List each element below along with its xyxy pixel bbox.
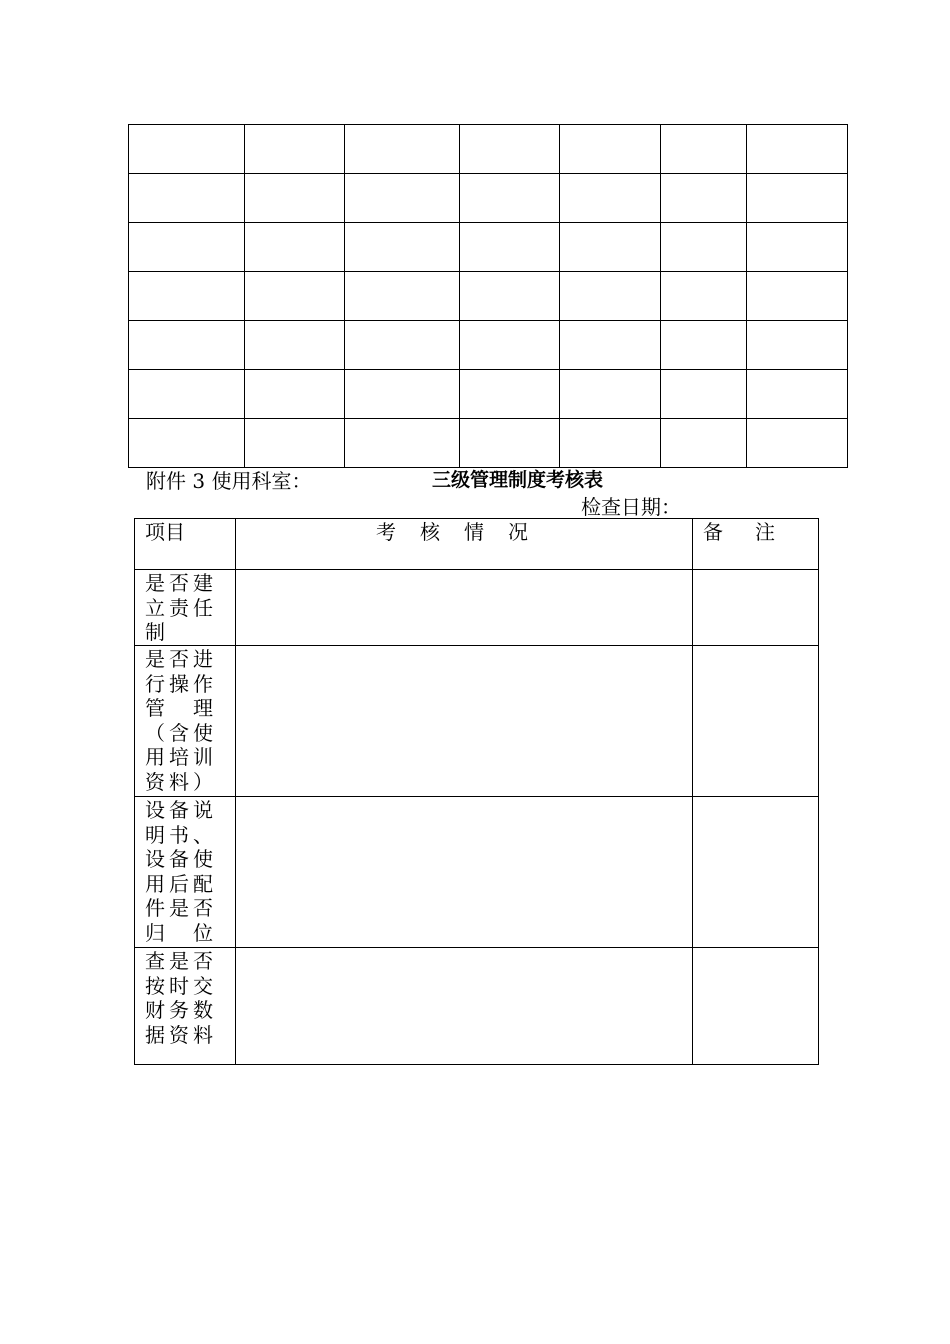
blank-grid-cell[interactable] — [129, 223, 245, 272]
blank-grid-cell[interactable] — [245, 370, 345, 419]
blank-grid-cell[interactable] — [560, 272, 660, 321]
blank-grid-cell[interactable] — [560, 370, 660, 419]
blank-grid-cell[interactable] — [345, 174, 460, 223]
row-item: 是否进行操作管 理（含使用培训资料） — [145, 647, 213, 794]
blank-grid-cell[interactable] — [460, 223, 560, 272]
blank-grid-cell[interactable] — [660, 174, 746, 223]
row-remarks-cell[interactable] — [693, 948, 819, 1065]
blank-grid-cell[interactable] — [560, 125, 660, 174]
table-row — [135, 570, 819, 646]
blank-grid-cell[interactable] — [129, 272, 245, 321]
blank-grid-row — [129, 370, 848, 419]
blank-grid-row — [129, 223, 848, 272]
blank-grid-cell[interactable] — [660, 125, 746, 174]
blank-grid-cell[interactable] — [660, 272, 746, 321]
header-remarks-cell — [693, 519, 819, 570]
row-remarks-cell[interactable] — [693, 797, 819, 948]
blank-grid-cell[interactable] — [129, 125, 245, 174]
blank-grid-cell[interactable] — [746, 174, 847, 223]
blank-grid-cell[interactable] — [560, 223, 660, 272]
blank-grid-row — [129, 272, 848, 321]
blank-grid-body — [129, 125, 848, 468]
blank-grid-cell[interactable] — [560, 321, 660, 370]
row-remarks-cell[interactable] — [693, 570, 819, 646]
blank-grid-cell[interactable] — [129, 174, 245, 223]
blank-grid-cell[interactable] — [129, 321, 245, 370]
header-assessment-cell — [236, 519, 693, 570]
blank-grid-row — [129, 321, 848, 370]
blank-grid-cell[interactable] — [460, 321, 560, 370]
blank-grid-cell[interactable] — [345, 272, 460, 321]
header-assessment: 考核情况 — [376, 520, 552, 544]
row-remarks-cell[interactable] — [693, 646, 819, 797]
inspection-date-label: 检查日期： — [581, 495, 681, 519]
row-assessment-cell[interactable] — [236, 948, 693, 1065]
blank-grid-cell[interactable] — [345, 321, 460, 370]
row-item-cell — [135, 646, 236, 797]
blank-grid-cell[interactable] — [660, 321, 746, 370]
row-item-cell — [135, 570, 236, 646]
form-title: 三级管理制度考核表 — [432, 469, 604, 491]
blank-grid-cell[interactable] — [560, 174, 660, 223]
blank-grid-cell[interactable] — [245, 174, 345, 223]
blank-grid-cell[interactable] — [746, 125, 847, 174]
annex-department-label: 附件 3 使用科室： — [146, 469, 312, 493]
header-item: 项目 — [145, 520, 185, 544]
table-row — [135, 948, 819, 1065]
blank-grid-cell[interactable] — [345, 419, 460, 468]
blank-grid-cell[interactable] — [660, 223, 746, 272]
blank-grid-row — [129, 125, 848, 174]
header-remarks: 备注 — [703, 520, 807, 544]
blank-grid-table — [128, 124, 848, 468]
blank-grid-cell[interactable] — [460, 419, 560, 468]
blank-grid-cell[interactable] — [460, 370, 560, 419]
blank-grid-row — [129, 419, 848, 468]
blank-grid-cell[interactable] — [245, 321, 345, 370]
blank-grid-cell[interactable] — [746, 419, 847, 468]
blank-grid-cell[interactable] — [746, 272, 847, 321]
blank-grid-cell[interactable] — [345, 223, 460, 272]
table-header-row — [135, 519, 819, 570]
blank-grid-cell[interactable] — [746, 321, 847, 370]
blank-grid-cell[interactable] — [460, 272, 560, 321]
assessment-table — [134, 518, 819, 1065]
row-item: 设备说明书、设备使用后配件是否归位 — [145, 798, 213, 945]
blank-grid-cell[interactable] — [245, 419, 345, 468]
blank-grid-cell[interactable] — [746, 223, 847, 272]
blank-grid-cell[interactable] — [245, 125, 345, 174]
row-item: 是否建立责任制 — [145, 571, 213, 645]
blank-grid-cell[interactable] — [345, 125, 460, 174]
blank-grid-cell[interactable] — [129, 419, 245, 468]
blank-grid-cell[interactable] — [245, 272, 345, 321]
row-assessment-cell[interactable] — [236, 570, 693, 646]
row-assessment-cell[interactable] — [236, 646, 693, 797]
row-item-cell — [135, 948, 236, 1065]
blank-grid-cell[interactable] — [245, 223, 345, 272]
blank-grid-cell[interactable] — [345, 370, 460, 419]
row-item-cell — [135, 797, 236, 948]
blank-grid-cell[interactable] — [129, 370, 245, 419]
row-item: 查是否按时交财务数据资料 — [145, 949, 213, 1047]
blank-grid-row — [129, 174, 848, 223]
blank-grid-cell[interactable] — [660, 370, 746, 419]
row-assessment-cell[interactable] — [236, 797, 693, 948]
table-row — [135, 797, 819, 948]
blank-grid-cell[interactable] — [660, 419, 746, 468]
table-row — [135, 646, 819, 797]
blank-grid-cell[interactable] — [560, 419, 660, 468]
blank-grid-cell[interactable] — [746, 370, 847, 419]
blank-grid-cell[interactable] — [460, 125, 560, 174]
header-item-cell — [135, 519, 236, 570]
blank-grid-cell[interactable] — [460, 174, 560, 223]
